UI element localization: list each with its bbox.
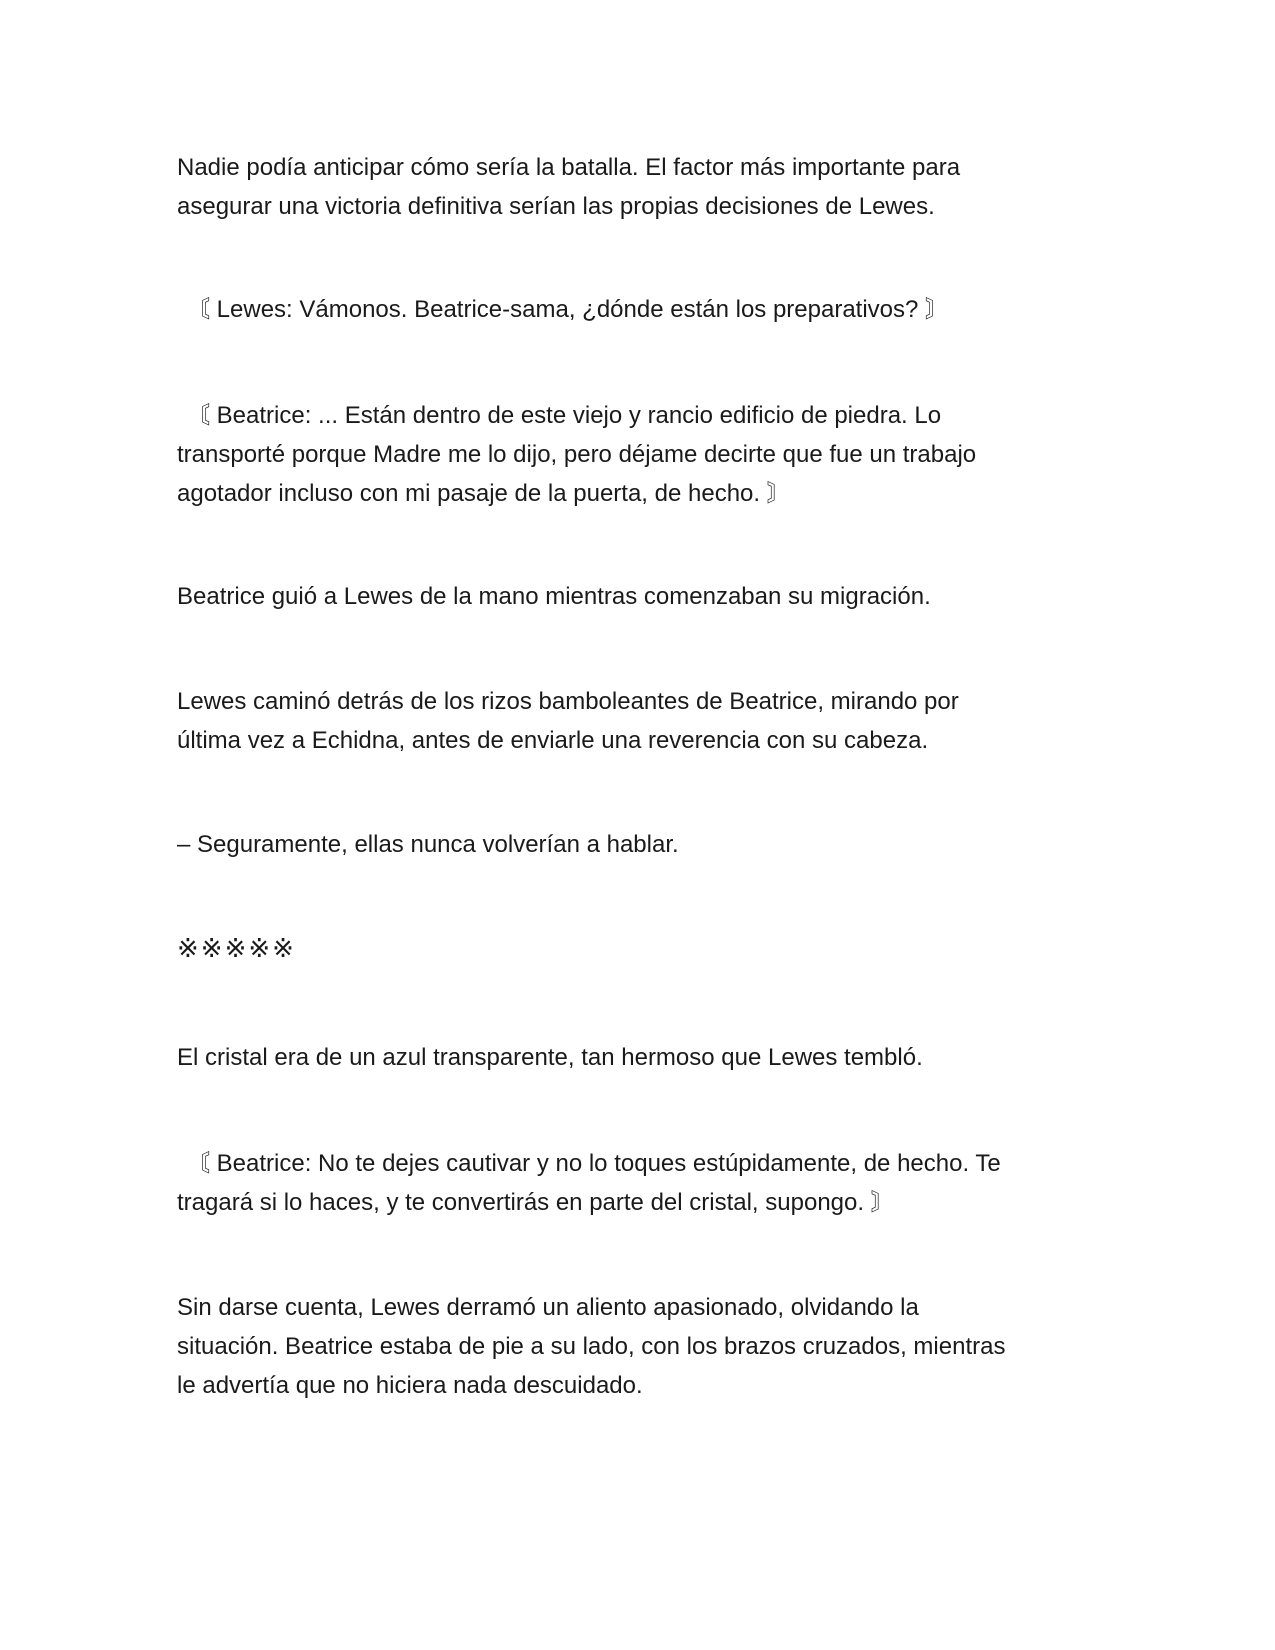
text-line: última vez a Echidna, antes de enviarle una reverencia con su cabeza. xyxy=(177,727,929,754)
text-line: Nadie podía anticipar cómo sería la batalla. El factor más importante para xyxy=(177,154,961,181)
narration-paragraph-crystal xyxy=(177,1038,1097,1077)
narration-paragraph-echidna xyxy=(177,682,1097,760)
narration-paragraph-battle xyxy=(177,148,1097,226)
dialogue-beatrice-preparations xyxy=(177,396,1097,513)
dialogue-lewes xyxy=(177,290,1097,329)
text-line: Beatrice guió a Lewes de la mano mientras comenzaban su migración. xyxy=(177,583,931,610)
text-line: Sin darse cuenta, Lewes derramó un aliento apasionado, olvidando la xyxy=(177,1294,919,1321)
text-line: agotador incluso con mi pasaje de la puerta, de hecho. 〙 xyxy=(177,480,791,507)
dialogue-beatrice-warning xyxy=(177,1144,1097,1222)
separator-marks: ※※※※※ xyxy=(177,934,296,964)
text-line: Lewes caminó detrás de los rizos bamboleantes de Beatrice, mirando por xyxy=(177,688,959,715)
text-line: asegurar una victoria definitiva serían las propias decisiones de Lewes. xyxy=(177,193,935,220)
text-line: transporté porque Madre me lo dijo, pero déjame decirte que fue un trabajo xyxy=(177,441,977,468)
text-line: – Seguramente, ellas nunca volverían a hablar. xyxy=(177,831,679,858)
text-line: 〘 Beatrice: ... Están dentro de este viejo y rancio edificio de piedra. Lo xyxy=(186,402,942,429)
narration-paragraph-never-speak xyxy=(177,825,1097,864)
text-line: le advertía que no hiciera nada descuidado. xyxy=(177,1372,643,1399)
narration-paragraph-breath xyxy=(177,1288,1097,1405)
narration-paragraph-migration xyxy=(177,577,1097,616)
text-line: 〘 Lewes: Vámonos. Beatrice-sama, ¿dónde están los preparativos? 〙 xyxy=(186,296,950,323)
text-line: tragará si lo haces, y te convertirás en parte del cristal, supongo. 〙 xyxy=(177,1189,895,1216)
text-line: El cristal era de un azul transparente, tan hermoso que Lewes tembló. xyxy=(177,1044,923,1071)
text-line: 〘 Beatrice: No te dejes cautivar y no lo toques estúpidamente, de hecho. Te xyxy=(186,1150,1001,1177)
scene-separator xyxy=(177,930,1097,969)
text-line: situación. Beatrice estaba de pie a su lado, con los brazos cruzados, mientras xyxy=(177,1333,1006,1360)
